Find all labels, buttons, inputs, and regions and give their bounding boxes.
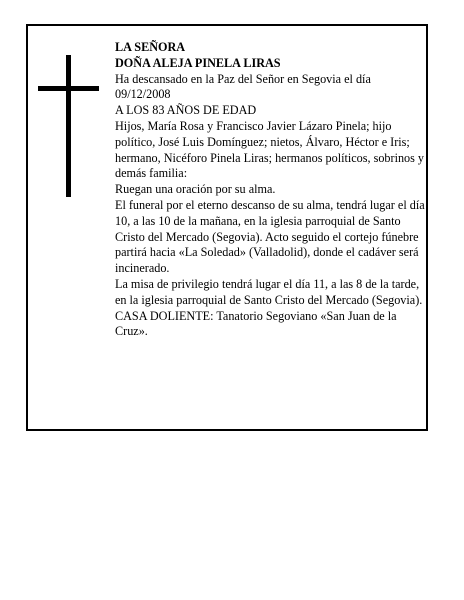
cross-icon [66,55,71,197]
deceased-name: DOÑA ALEJA PINELA LIRAS [115,55,281,70]
prayer-line: Ruegan una oración por su alma. [115,182,276,197]
cross-icon-bar [38,86,99,91]
funeral-paragraph: El funeral por el eterno descanso de su alma, tendrá lugar el día 10, a las 10 de la mañana, en la iglesia parroquial de Santo Cristo del Mercado (Segovia). Acto seguido el cortejo fúnebre partirá hacia «La Soledad» (Valladolid), donde el cadáver será incinerado. [115,197,425,276]
age-line: A LOS 83 AÑOS DE EDAD [115,103,257,118]
mass-paragraph: La misa de privilegio tendrá lugar el día 11, a las 8 de la tarde, en la iglesia parroquial de Santo Cristo del Mercado (Segovia). [115,276,423,307]
death-statement: Ha descansado en la Paz del Señor en Segovia el día 09/12/2008 [115,71,371,102]
mourning-house-line: CASA DOLIENTE: Tanatorio Segoviano «San Juan de la Cruz». [115,308,397,339]
obituary-text [115,40,425,340]
family-paragraph: Hijos, María Rosa y Francisco Javier Lázaro Pinela; hijo político, José Luis Domínguez; nietos, Álvaro, Héctor e Iris; hermano, Nicéforo Pinela Liras; hermanos políticos, sobrinos y demás familia: [115,118,425,181]
title-line: LA SEÑORA [115,40,186,54]
